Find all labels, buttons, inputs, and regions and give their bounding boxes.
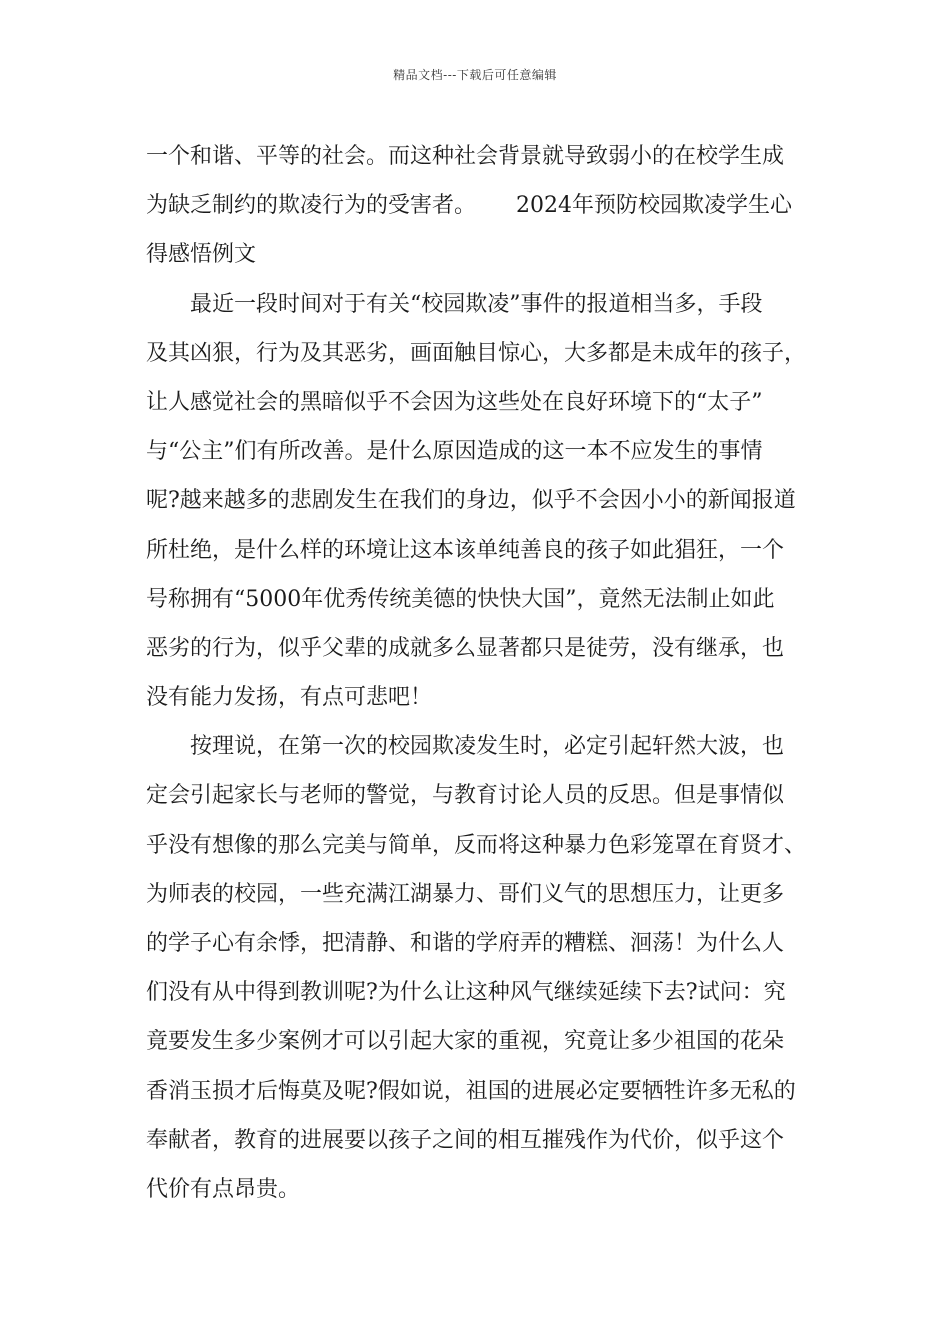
text-line: 及其凶狠，行为及其恶劣，画面触目惊心，大多都是未成年的孩子， — [146, 340, 807, 366]
text-line: 香消玉损才后悔莫及呢?假如说，祖国的进展必定要牺牲许多无私的 — [146, 1078, 796, 1104]
text-line: 恶劣的行为，似乎父辈的成就多么显著都只是徒劳，没有继承，也 — [146, 635, 785, 661]
text-line: 的学子心有余悸，把清静、和谐的学府弄的糟糕、洄荡！为什么人 — [146, 931, 785, 956]
text-line: 一个和谐、平等的社会。而这种社会背景就导致弱小的在校学生成 — [146, 144, 785, 169]
paragraph-start: 最近一段时间对于有关“校园欺凌”事件的报道相当多，手段 — [190, 291, 763, 317]
text-line: 让人感觉社会的黑暗似乎不会因为这些处在良好环境下的“太子” — [146, 389, 763, 415]
text-segment: 为缺乏制约的欺凌行为的受害者。 — [146, 193, 477, 219]
text-line: 代价有点昂贵。 — [146, 1176, 301, 1202]
paragraph-start: 按理说，在第一次的校园欺凌发生时，必定引起轩然大波，也 — [190, 734, 785, 760]
text-line: 没有能力发扬，有点可悲吧！ — [146, 685, 433, 711]
text-line: 与“公主”们有所改善。是什么原因造成的这一本不应发生的事情 — [146, 439, 763, 465]
text-line: 奉献者，教育的进展要以孩子之间的相互摧残作为代价，似乎这个 — [146, 1127, 785, 1153]
text-line: 呢?越来越多的悲剧发生在我们的身边，似乎不会因小小的新闻报道 — [146, 488, 796, 514]
section-title-continued: 得感悟例文 — [146, 242, 257, 268]
section-title: 2024年预防校园欺凌学生心 — [516, 193, 793, 219]
text-line — [146, 181, 814, 230]
text-line: 竟要发生多少案例才可以引起大家的重视，究竟让多少祖国的花朵 — [146, 1029, 785, 1055]
text-line: 号称拥有“5000年优秀传统美德的快快大国”，竟然无法制止如此 — [146, 586, 775, 612]
text-line: 所杜绝，是什么样的环境让这本该单纯善良的孩子如此猖狂，一个 — [146, 537, 785, 563]
text-line: 为师表的校园，一些充满江湖暴力、哥们义气的思想压力，让更多 — [146, 881, 785, 907]
document-body — [146, 132, 814, 1214]
text-line: 定会引起家长与老师的警觉，与教育讨论人员的反思。但是事情似 — [146, 783, 785, 809]
text-line: 乎没有想像的那么完美与简单，反而将这种暴力色彩笼罩在育贤才、 — [146, 832, 807, 858]
text-line: 们没有从中得到教训呢?为什么让这种风气继续延续下去?试问：究 — [146, 980, 786, 1006]
page-header: 精品文档---下载后可任意编辑 — [393, 68, 557, 82]
